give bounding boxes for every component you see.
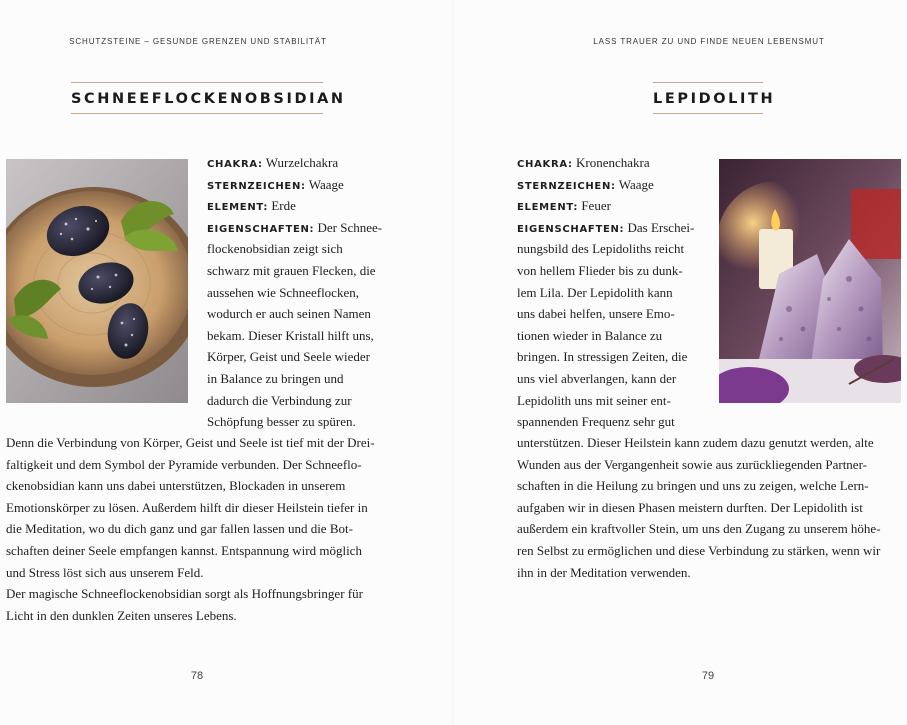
text-line: Licht in den dunklen Zeiten unseres Lebens. [6,607,237,623]
text-line: spannenden Frequenz sehr gut [517,414,675,430]
page-number-left: 78 [190,670,204,682]
title-block-right [653,82,776,114]
element-line-left [207,195,382,217]
title-block-left [71,82,346,114]
element-value-right: Feuer [578,198,611,214]
text-line: die Meditation, wo du dich ganz und gar fallen lassen und die Bot- [6,521,353,537]
text-line: Wunden aus der Vergangenheit sowie aus zurückliegenden Partner- [517,456,867,472]
sternzeichen-value-right: Waage [615,176,654,192]
obsidian-photo [6,159,188,403]
sternzeichen-label-left: STERNZEICHEN: [207,180,306,192]
chakra-line-right [517,152,694,174]
sternzeichen-label-right: STERNZEICHEN: [517,180,616,192]
chakra-label-left: CHAKRA: [207,159,263,170]
text-line: unterstützen. Dieser Heilstein kann zudem dazu genutzt werden, alte [517,435,874,450]
text-line: ckenobsidian kann uns dabei unterstützen, Blockaden in unserem [6,478,346,494]
running-head-right: LASS TRAUER ZU UND FINDE NEUEN LEBENSMUT [593,37,825,46]
info-block-right [517,152,694,433]
element-line-right [517,195,694,217]
text-line: Der Schnee- [314,219,383,235]
text-line: bekam. Dieser Kristall hilft uns, [207,327,374,343]
sternzeichen-value-left: Waage [305,176,344,192]
element-value-left: Erde [268,198,296,214]
sternzeichen-line-right [517,174,694,196]
page-number-right: 79 [701,670,715,682]
element-label-left: ELEMENT: [207,202,269,214]
text-line: von hellem Flieder bis zu dunk- [517,262,683,278]
chakra-value-right: Kronenchakra [572,155,650,170]
text-line: flockenobsidian zeigt sich [207,241,343,257]
text-line: und Stress löst sich aus unserem Feld. [6,564,204,580]
text-line: Schöpfung besser zu spüren. [207,414,356,430]
chakra-value-left: Wurzelchakra [262,155,339,170]
text-line: ihn in der Meditation verwenden. [517,564,691,580]
text-line: dadurch die Verbindung zur [207,392,352,408]
chakra-label-right: CHAKRA: [517,159,573,170]
text-line: wodurch er auch seinen Namen [207,306,371,322]
page-title-right: LEPIDOLITH [653,91,776,107]
sternzeichen-line-left [207,174,382,196]
text-line: nungsbild des Lepidoliths reicht [517,241,685,257]
info-block-left [207,152,382,433]
text-line: schwarz mit grauen Flecken, die [207,262,376,278]
text-line: Emotionskörper zu lösen. Außerdem hilft dir dieser Heilstein tiefer in [6,499,368,515]
eigenschaften-label-right: EIGENSCHAFTEN: [517,223,625,235]
text-line: aussehen wie Schneeflocken, [207,284,359,300]
element-label-right: ELEMENT: [517,202,579,214]
running-head-left: SCHUTZSTEINE – GESUNDE GRENZEN UND STABILITÄT [69,37,327,46]
text-line: Der magische Schneeflockenobsidian sorgt als Hoffnungsbringer für [6,586,363,602]
text-line: Das Erschei- [624,219,695,235]
text-line: schaften in die Heilung zu bringen und uns zu zeigen, welche Lern- [517,478,869,494]
right-page [453,0,907,725]
text-line: Körper, Geist und Seele wieder [207,349,371,365]
text-line: ren Selbst zu ermöglichen und diese Verbindung zu stärken, wenn wir [517,542,881,558]
lepidolith-photo [719,159,901,403]
lepidolith-photo-image [719,159,901,403]
text-line: tionen wieder in Balance zu [517,327,663,343]
text-line: lem Lila. Der Lepidolith kann [517,284,673,300]
text-line: Denn die Verbindung von Körper, Geist und Seele ist tief mit der Drei- [6,435,375,450]
text-line: bringen. In stressigen Zeiten, die [517,349,688,365]
eigenschaften-label-left: EIGENSCHAFTEN: [207,223,315,235]
text-line: uns dabei helfen, unsere Emo- [517,306,675,322]
body-text-right [517,432,881,583]
chakra-line-left [207,152,382,174]
eigenschaften-line-right [517,217,694,239]
obsidian-photo-image [6,159,188,403]
left-page [0,0,453,725]
text-line: faltigkeit und dem Symbol der Pyramide verbunden. Der Schneeflo- [6,456,362,472]
text-line: aufgaben wir in diesen Phasen meistern durften. Der Lepidolith ist [517,499,863,515]
body-text-left [6,432,375,626]
text-line: uns viel abverlangen, kann der [517,370,677,386]
text-line: außerdem ein kraftvoller Stein, um uns den Zugang zu unserem höhe- [517,521,881,537]
text-line: Lepidolith uns mit seiner ent- [517,392,671,408]
eigenschaften-line-left [207,217,382,239]
text-line: in Balance zu bringen und [207,370,344,386]
text-line: schaften deiner Seele empfangen kannst. Entspannung wird möglich [6,542,362,558]
page-title-left: SCHNEEFLOCKENOBSIDIAN [71,91,346,107]
